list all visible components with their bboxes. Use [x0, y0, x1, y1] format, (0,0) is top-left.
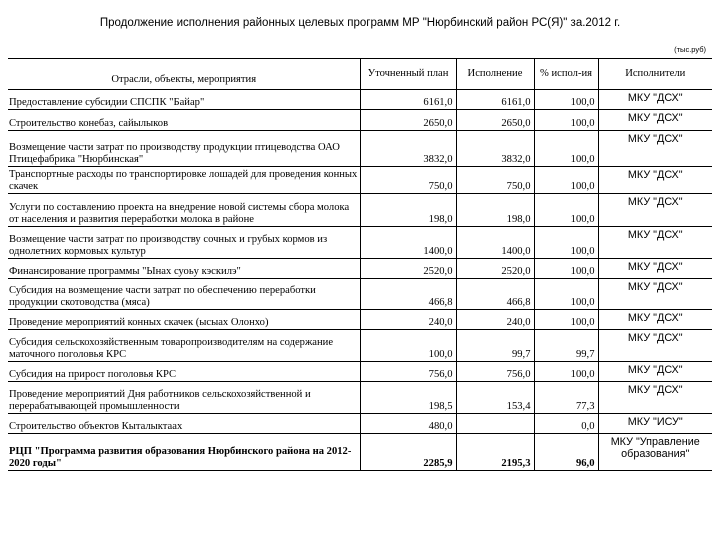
- row-executor: МКУ "ДСХ": [598, 382, 712, 414]
- table-row: [8, 110, 712, 131]
- table-row: [8, 167, 712, 194]
- header-exec: Исполнители: [598, 59, 712, 90]
- row-executor: МКУ "ДСХ": [598, 167, 712, 194]
- row-pct: 100,0: [534, 110, 598, 131]
- row-done: 1400,0: [456, 227, 534, 259]
- row-plan: 198,5: [360, 382, 456, 414]
- table-row: [8, 434, 712, 471]
- row-name: РЦП "Программа развития образования Нюрбинского района на 2012-2020 годы": [8, 434, 360, 471]
- row-done: [456, 414, 534, 434]
- row-name: Субсидия на возмещение части затрат по обеспечению переработки продукции скотоводства (мяса): [8, 279, 360, 310]
- header-done: Исполнение: [456, 59, 534, 90]
- row-pct: 99,7: [534, 330, 598, 362]
- row-pct: 96,0: [534, 434, 598, 471]
- row-name: Проведение мероприятий конных скачек (ысыах Олонхо): [8, 310, 360, 330]
- row-done: 240,0: [456, 310, 534, 330]
- row-done: 750,0: [456, 167, 534, 194]
- table-row: [8, 194, 712, 227]
- row-plan: 198,0: [360, 194, 456, 227]
- row-pct: 77,3: [534, 382, 598, 414]
- row-pct: 100,0: [534, 279, 598, 310]
- row-executor: МКУ "ДСХ": [598, 227, 712, 259]
- table-row: [8, 330, 712, 362]
- row-name: Финансирование программы "Ынах суоьу кэскилэ": [8, 259, 360, 279]
- row-executor: МКУ "ДСХ": [598, 259, 712, 279]
- row-plan: 480,0: [360, 414, 456, 434]
- header-name: Отрасли, объекты, мероприятия: [8, 59, 360, 90]
- document-title: Продолжение исполнения районных целевых программ МР "Нюрбинский район РС(Я)" за.2012 г.: [99, 17, 621, 29]
- units-note: (тыс.руб): [674, 45, 706, 54]
- table-row: [8, 382, 712, 414]
- row-executor: МКУ "ДСХ": [598, 194, 712, 227]
- row-name: Услуги по составлению проекта на внедрение новой системы сбора молока от населения и развития переработки молока в районе: [8, 194, 360, 227]
- table-row: [8, 131, 712, 167]
- table-row: [8, 259, 712, 279]
- row-pct: 100,0: [534, 90, 598, 110]
- table-row: [8, 279, 712, 310]
- row-name: Возмещение части затрат по производству продукции птицеводства ОАО Птицефабрика "Нюрбинская": [8, 131, 360, 167]
- row-plan: 750,0: [360, 167, 456, 194]
- row-plan: 1400,0: [360, 227, 456, 259]
- table-row: [8, 310, 712, 330]
- header-pct: % испол-ия: [534, 59, 598, 90]
- row-pct: 100,0: [534, 167, 598, 194]
- row-plan: 466,8: [360, 279, 456, 310]
- row-executor: МКУ "ДСХ": [598, 362, 712, 382]
- table-row: [8, 362, 712, 382]
- row-done: 466,8: [456, 279, 534, 310]
- row-executor: МКУ "ДСХ": [598, 90, 712, 110]
- row-plan: 2650,0: [360, 110, 456, 131]
- row-done: 3832,0: [456, 131, 534, 167]
- row-pct: 100,0: [534, 310, 598, 330]
- row-name: Субсидия сельскохозяйственным товаропроизводителям на содержание маточного поголовья КРС: [8, 330, 360, 362]
- row-done: 2195,3: [456, 434, 534, 471]
- table-row: [8, 227, 712, 259]
- row-pct: 100,0: [534, 194, 598, 227]
- row-done: 2650,0: [456, 110, 534, 131]
- row-executor: МКУ "ДСХ": [598, 330, 712, 362]
- row-name: Строительство конебаз, сайылыков: [8, 110, 360, 131]
- row-done: 756,0: [456, 362, 534, 382]
- header-plan: Уточненный план: [360, 59, 456, 90]
- row-plan: 6161,0: [360, 90, 456, 110]
- row-done: 198,0: [456, 194, 534, 227]
- row-plan: 240,0: [360, 310, 456, 330]
- row-done: 99,7: [456, 330, 534, 362]
- row-name: Субсидия на прирост поголовья КРС: [8, 362, 360, 382]
- row-plan: 2520,0: [360, 259, 456, 279]
- row-pct: 100,0: [534, 362, 598, 382]
- row-done: 153,4: [456, 382, 534, 414]
- row-executor: МКУ "ДСХ": [598, 279, 712, 310]
- table-header-row: [8, 59, 712, 90]
- row-name: Предоставление субсидии СПСПК "Байар": [8, 90, 360, 110]
- row-plan: 756,0: [360, 362, 456, 382]
- row-name: Строительство объектов Кыталыктаах: [8, 414, 360, 434]
- row-pct: 100,0: [534, 227, 598, 259]
- row-done: 2520,0: [456, 259, 534, 279]
- row-pct: 100,0: [534, 259, 598, 279]
- row-executor: МКУ "Управление образования": [598, 434, 712, 471]
- row-name: Возмещение части затрат по производству сочных и грубых кормов из однолетних кормовых культур: [8, 227, 360, 259]
- row-plan: 2285,9: [360, 434, 456, 471]
- table-row: [8, 414, 712, 434]
- row-plan: 100,0: [360, 330, 456, 362]
- row-executor: МКУ "ИСУ": [598, 414, 712, 434]
- row-name: Транспортные расходы по транспортировке лошадей для проведения конных скачек: [8, 167, 360, 194]
- row-executor: МКУ "ДСХ": [598, 110, 712, 131]
- table-row: [8, 90, 712, 110]
- row-pct: 0,0: [534, 414, 598, 434]
- row-pct: 100,0: [534, 131, 598, 167]
- programs-table: [8, 59, 712, 471]
- row-executor: МКУ "ДСХ": [598, 131, 712, 167]
- row-name: Проведение мероприятий Дня работников сельскохозяйственной и перерабатывающей промышленности: [8, 382, 360, 414]
- row-executor: МКУ "ДСХ": [598, 310, 712, 330]
- row-plan: 3832,0: [360, 131, 456, 167]
- row-done: 6161,0: [456, 90, 534, 110]
